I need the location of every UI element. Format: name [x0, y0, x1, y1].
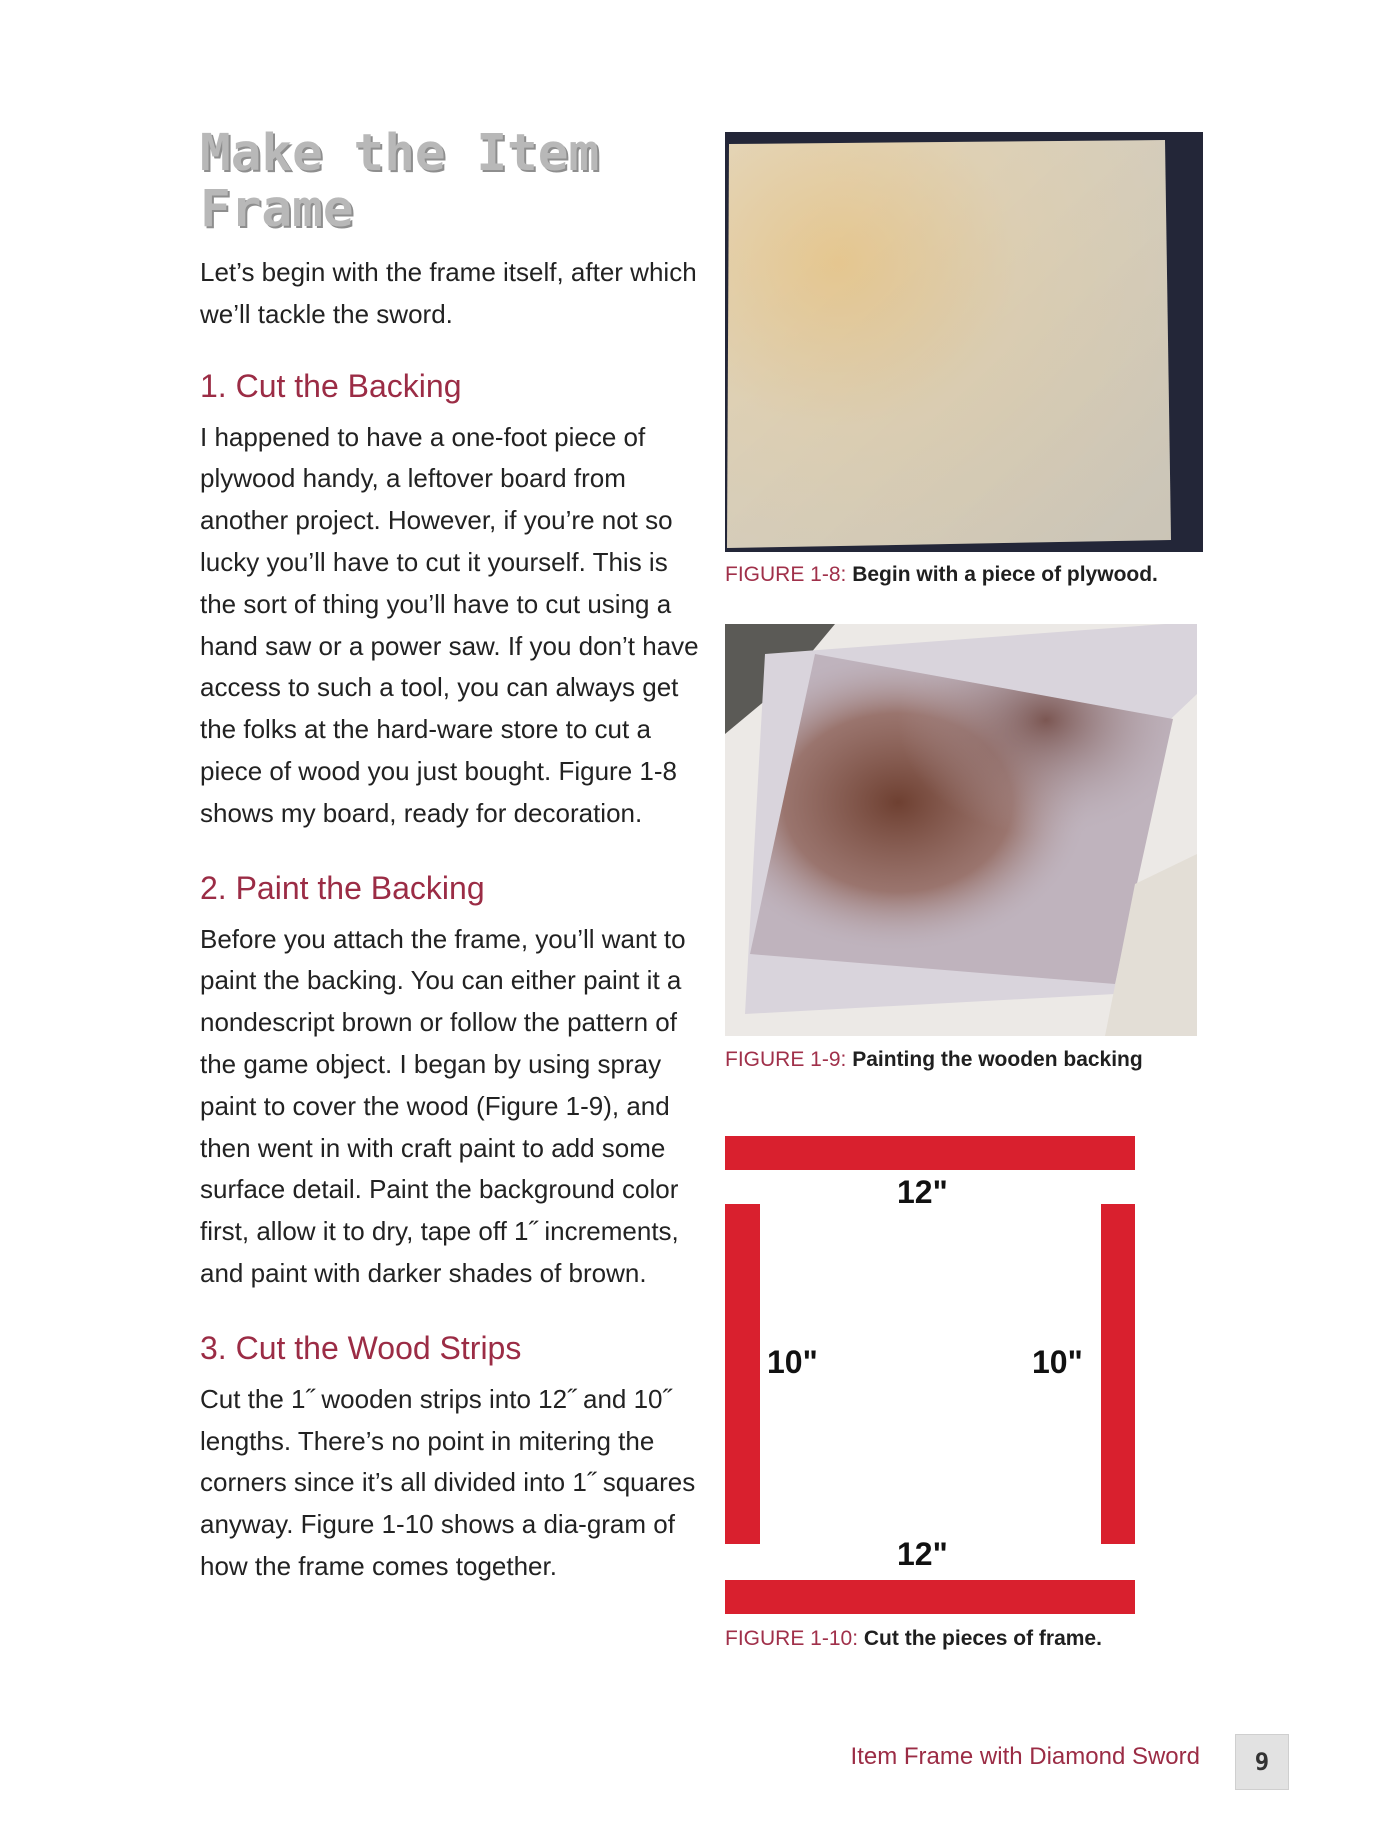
figure-caption-text: Cut the pieces of frame. — [863, 1627, 1102, 1650]
figure-caption — [725, 1048, 1143, 1072]
top-length-label: 12" — [897, 1174, 948, 1210]
figure-caption-text: Painting the wooden backing — [852, 1048, 1143, 1071]
painted-backing-photo — [725, 624, 1197, 1036]
top-strip — [725, 1136, 1135, 1170]
figure-label: FIGURE 1-10: — [725, 1627, 859, 1650]
frame-diagram — [725, 1136, 1135, 1614]
page-title: Make the Item Frame — [200, 124, 600, 239]
figure-caption — [725, 1627, 1102, 1651]
right-length-label: 10" — [1032, 1344, 1083, 1380]
left-strip — [725, 1204, 760, 1544]
bottom-strip — [725, 1580, 1135, 1614]
figure-label: FIGURE 1-9: — [725, 1048, 847, 1071]
section-body: I happened to have a one-foot piece of plywood handy, a leftover board from another project. However, if you’re not so lucky you’ll have to cut it yourself. This is the sort of thing you’ll have to cut using a hand saw or a power saw. If you don’t have access to such a tool, you can always get the folks at the hard-ware store to cut a piece of wood you just bought. Figure 1-8 shows my board, ready for decoration. — [200, 421, 699, 828]
section-heading: 3. Cut the Wood Strips — [200, 1329, 522, 1366]
left-length-label: 10" — [767, 1344, 818, 1380]
section-body: Before you attach the frame, you’ll want to paint the backing. You can either paint it a nondescript brown or follow the pattern of the game object. I began by using spray paint to cover the wood (Figure 1-9), and then went in with craft paint to add some surface detail. Paint the background color first, allow it to dry, tape off 1˝ increments, and paint with darker shades of brown. — [200, 923, 686, 1288]
section-heading: 2. Paint the Backing — [200, 869, 485, 906]
intro-paragraph: Let’s begin with the frame itself, after which we’ll tackle the sword. — [200, 257, 697, 329]
bottom-length-label: 12" — [897, 1536, 948, 1572]
plywood-photo — [725, 132, 1203, 552]
main-text-column — [200, 126, 705, 1588]
painted-backing-photo-image — [725, 624, 1197, 1036]
figure-caption — [725, 563, 1158, 587]
running-footer-title: Item Frame with Diamond Sword — [850, 1743, 1200, 1770]
plywood-photo-image — [725, 132, 1203, 552]
figure-label: FIGURE 1-8: — [725, 563, 847, 586]
section-heading: 1. Cut the Backing — [200, 367, 462, 404]
right-strip — [1101, 1204, 1135, 1544]
figure-caption-text: Begin with a piece of plywood. — [852, 563, 1158, 586]
section-body: Cut the 1˝ wooden strips into 12˝ and 10˝ lengths. There’s no point in mitering the corners since it’s all divided into 1˝ squares anyway. Figure 1-10 shows a dia-gram of how the frame comes together. — [200, 1383, 696, 1581]
page-number: 9 — [1235, 1734, 1289, 1790]
